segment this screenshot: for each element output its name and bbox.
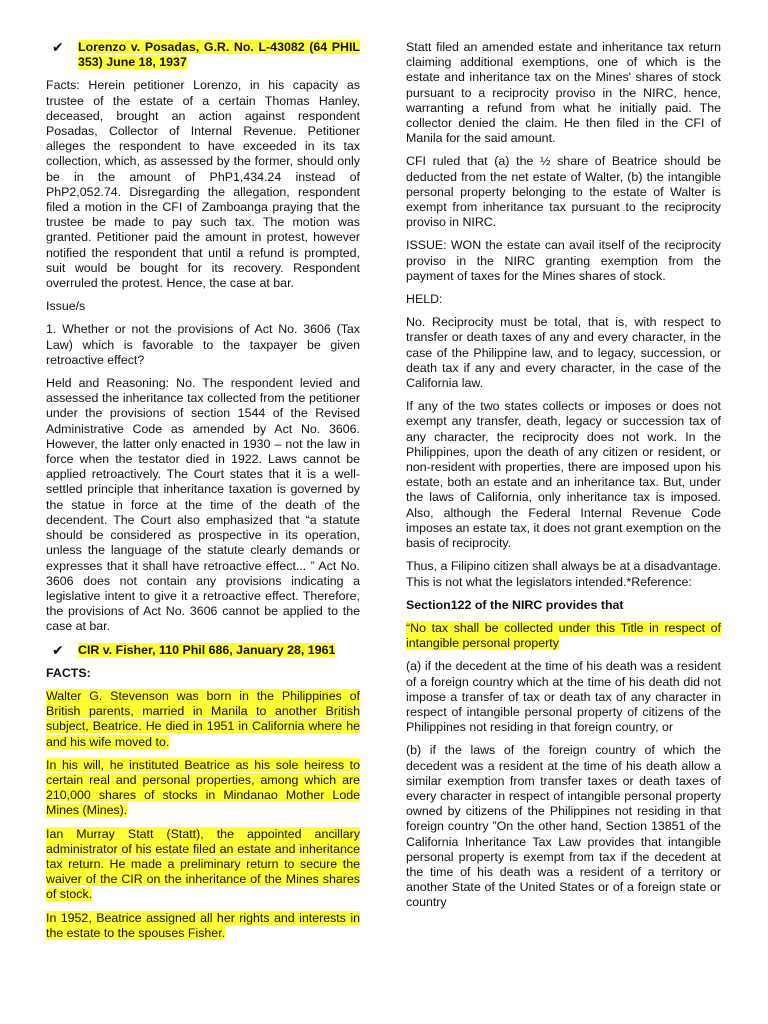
held-label: HELD: [406,292,443,307]
lorenzo-issue-1: 1. Whether or not the provisions of Act No. 3606 (Tax Law) which is favorable to the taxpayer be given retroactive effect? [46,322,360,367]
case-heading-lorenzo [46,40,360,70]
case-title-fisher: CIR v. Fisher, 110 Phil 686, January 28, 1961 [78,642,336,657]
facts-label: FACTS: [46,665,91,680]
lorenzo-facts: Facts: Herein petitioner Lorenzo, in his capacity as trustee of the estate of a certain Thomas Hanley, deceased, brought an action against respondent Posadas, Collector of Internal Revenue. Petitioner alleges the respondent to have exceeded in its tax collection, which, as assessed by the former, should only be in the amount of PhP1,434.24 instead of PhP2,052.74. Disregarding the allegation, respondent filed a motion in the CFI of Zamboanga praying that the trustee be made to pay such tax. The motion was granted. Petitioner paid the amount in protest, however notified the respondent that until a refund is prompted, suit would be bought for its recovery. Respondent overruled the protest. Hence, the case at bar. [46,78,360,291]
fisher-fact-2: In his will, he instituted Beatrice as his sole heiress to certain real and personal properties, among which are 210,000 shares of stocks in Mindanao Mother Lode Mines (Mines). [46,757,360,818]
fisher-fact-3: Ian Murray Statt (Statt), the appointed ancillary administrator of his estate filed an estate and inheritance tax return. He made a preliminary return to secure the waiver of the CIR on the inheritance of the Mines shares of stock. [46,826,360,902]
section-122-a: (a) if the decedent at the time of his death was a resident of a foreign country which at the time of his death did not impose a transfer of tax or death tax of any character in respect of intangible personal property of citizens of the Philippines not residing in that foreign country, or [406,659,721,735]
fisher-issue: ISSUE: WON the estate can avail itself of the reciprocity proviso in the NIRC granting exemption from the payment of taxes for the Mines shares of stock. [406,238,721,283]
fisher-held-1: No. Reciprocity must be total, that is, with respect to transfer or death taxes of any and every character, in the case of the Philippine law, and to legacy, succession, or death tax if any and every character, in the case of the California law. [406,315,721,391]
fisher-fact-4: In 1952, Beatrice assigned all her rights and interests in the estate to the spouses Fisher. [46,910,360,940]
fisher-fact-5: Statt filed an amended estate and inheritance tax return claiming additional exemptions, one of which is the estate and inheritance tax on the Mines' shares of stock pursuant to a reciprocity proviso in the NIRC, hence, warranting a refund from what he initially paid. The collector denied the claim. He then filed in the CFI of Manila for the said amount. [406,40,721,146]
fisher-held-2: If any of the two states collects or imposes or does not exempt any transfer, death, legacy or succession tax of any character, the reciprocity does not work. In the Philippines, upon the death of any citizen or resident, or non-resident with properties, there are imposed upon his estate, both an estate and an inheritance tax. But, under the laws of California, only inheritance tax is imposed. Also, although the Federal Internal Revenue Code imposes an estate tax, it does not grant exemption on the basis of reciprocity. [406,399,721,551]
fisher-fact-1: Walter G. Stevenson was born in the Philippines of British parents, married in Manila to another British subject, Beatrice. He died in 1951 in California where he and his wife moved to. [46,688,360,749]
fisher-held-3: Thus, a Filipino citizen shall always be at a disadvantage. This is not what the legislators intended.*Reference: [406,559,721,589]
left-column [46,40,360,949]
case-heading-fisher [46,643,360,658]
case-title-lorenzo: Lorenzo v. Posadas, G.R. No. L-43082 (64 PHIL 353) June 18, 1937 [78,40,360,70]
checkmark-icon: ✔ [52,39,64,55]
right-column [406,40,721,919]
issues-label: Issue/s [46,299,86,314]
section-122-heading: Section122 of the NIRC provides that [406,597,624,612]
lorenzo-held: Held and Reasoning: No. The respondent levied and assessed the inheritance tax collected from the petitioner under the provisions of section 1544 of the Revised Administrative Code as amended by Act No. 3606. However, the latter only enacted in 1930 – not the law in force when the testator died in 1922. Laws cannot be applied retroactively. The Court states that it is a well-settled principle that inheritance taxation is governed by the statue in force at the time of the death of the decendent. The Court also emphasized that “a statute should be considered as prospective in its operation, unless the language of the statute clearly demands or expresses that it shall have retroactive effect... ” Act No. 3606 does not contain any provisions indicating a legislative intent to give it a retroactive effect. Therefore, the provisions of Act No. 3606 cannot be applied to the case at bar. [46,376,360,634]
fisher-fact-6: CFI ruled that (a) the ½ share of Beatrice should be deducted from the net estate of Walter, (b) the intangible personal property belonging to the estate of Walter is exempt from inheritance tax pursuant to the reciprocity proviso in NIRC. [406,154,721,230]
section-122-b: (b) if the laws of the foreign country of which the decedent was a resident at the time of his death allow a similar exemption from transfer taxes or death taxes of every character in respect of intangible personal property owned by citizens of the Philippines not residing in that foreign country ”On the other hand, Section 13851 of the California Inheritance Tax Law provides that intangible personal property is exempt from tax if the decedent at the time of his death was a resident of a territory or another State of the United States or of a foreign state or country [406,743,721,910]
checkmark-icon: ✔ [52,641,64,658]
section-122-quote: “No tax shall be collected under this Title in respect of intangible personal property [406,620,721,651]
